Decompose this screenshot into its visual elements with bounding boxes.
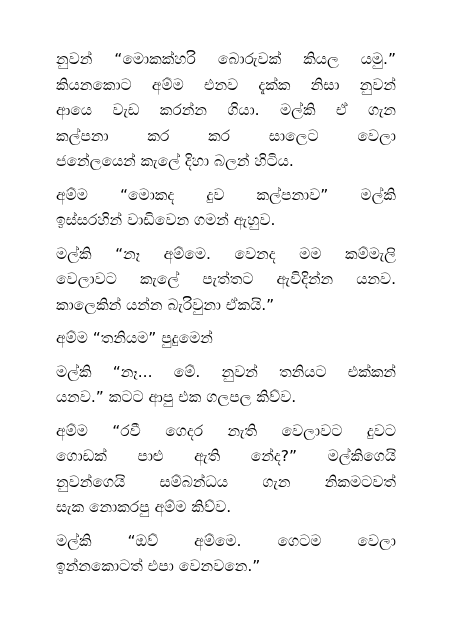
text-line: අම්ම “මොකද දුව කල්පනාව” මල්කි [56, 185, 396, 204]
text-line: අම්ම “තනියම” පුදුමෙන් [56, 329, 213, 347]
paragraph [56, 242, 396, 319]
paragraph [56, 183, 396, 234]
text-line: ගොඩක් පාළු ඇති නේද?” මල්කිගෙයි [56, 447, 396, 465]
text-line: ඉස්සරහින් වාඩිවෙන ගමන් ඇහුව. [56, 211, 276, 229]
text-line: මල්කි “නෑ අම්මෙ. වෙනද මම කම්මැලි [56, 244, 396, 263]
text-line: කාලෙකින් යන්න බැරිවුනා ඒකයි.” [56, 295, 275, 314]
document-page [56, 47, 396, 588]
paragraph [56, 326, 396, 352]
text-line: ජනේලයෙන් කැලේ දිහා බලන් හිටිය. [56, 152, 294, 170]
text-line: නුවන් “මොකක්හරි බොරුවක් කියල යමු.” [56, 50, 396, 68]
text-line: මල්කි “නෑ... මේ. නුවන් තනියට එක්කන් [56, 362, 396, 381]
text-line: නුවන්ගෙයි සම්බන්ධය ගැන නිකමටවත් [56, 472, 396, 491]
text-line: සැක නොකරපු අම්ම කිව්ව. [56, 498, 232, 516]
text-line: ආයෙ වැඩ කරන්න ගියා. මල්කි ඒ ගැන [56, 101, 396, 119]
paragraph [56, 419, 396, 521]
paragraph [56, 47, 396, 175]
text-line: යනව.” කටට ආපු එක ගලපල කිව්ව. [56, 388, 297, 406]
paragraph [56, 529, 396, 580]
paragraph [56, 360, 396, 411]
text-line: වෙලාවට කැලේ පැත්තට ඇවිදින්න යනව. [56, 270, 396, 288]
text-line: මල්කි “ඔව් අම්මෙ. ගෙටම වෙලා [56, 531, 396, 550]
text-line: ඉන්නකොටත් එපා වෙනවනෙ.” [56, 557, 261, 575]
text-line: කල්පනා කර කර සාලෙට වෙලා [56, 126, 396, 145]
text-line: අම්ම “රවී ගෙදර නැති වෙලාවට දුවට [56, 421, 396, 440]
text-line: කියනකොට අම්ම එනව දැක්ක නිසා නුවන් [56, 75, 396, 94]
